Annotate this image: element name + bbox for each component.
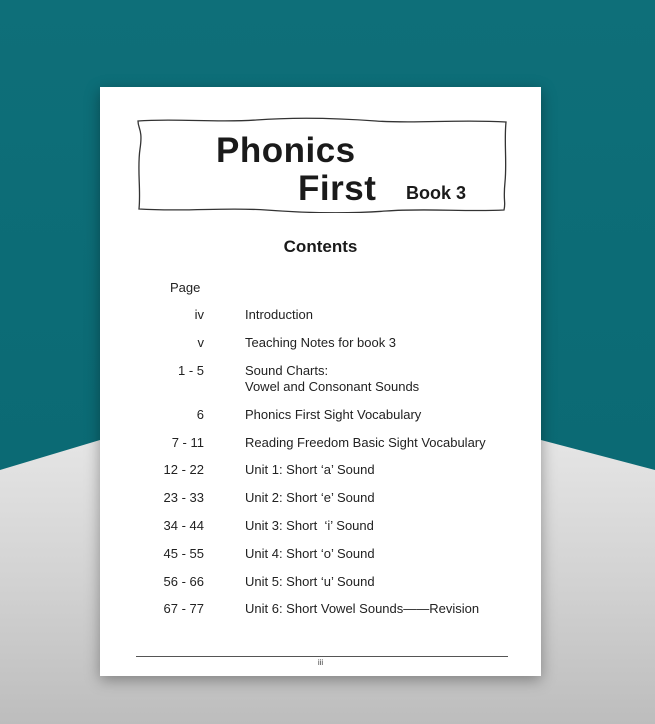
toc-page: 34 - 44 — [163, 518, 204, 533]
page-column-heading: Page — [170, 280, 201, 295]
toc-title: Sound Charts: — [245, 363, 329, 378]
toc-title: Teaching Notes for book 3 — [245, 335, 397, 350]
title-box — [136, 117, 508, 213]
toc-page: 67 - 77 — [163, 601, 204, 616]
title-first: First — [298, 169, 377, 208]
contents-heading: Contents — [283, 237, 358, 256]
toc-title: Unit 6: Short Vowel Sounds——Revision — [245, 601, 480, 616]
toc-page: iv — [194, 307, 204, 322]
book-page — [100, 87, 541, 676]
page-number: iii — [317, 658, 324, 667]
book-number: Book 3 — [406, 183, 467, 203]
toc-subtitle: Vowel and Consonant Sounds — [245, 379, 420, 394]
toc-title: Unit 1: Short ‘a’ Sound — [245, 462, 375, 477]
toc-title: Unit 2: Short ‘e’ Sound — [245, 490, 375, 505]
toc-title: Introduction — [245, 307, 313, 322]
toc-title: Unit 4: Short ‘o’ Sound — [245, 546, 375, 561]
toc-title: Phonics First Sight Vocabulary — [245, 407, 422, 422]
footer-rule — [136, 656, 508, 657]
toc-title: Unit 5: Short ‘u’ Sound — [245, 574, 375, 589]
toc-title: Reading Freedom Basic Sight Vocabulary — [245, 435, 486, 450]
toc-page: 45 - 55 — [163, 546, 204, 561]
toc-page: 7 - 11 — [171, 435, 204, 450]
toc-page: 12 - 22 — [163, 462, 204, 477]
toc-title: Unit 3: Short ‘i’ Sound — [245, 518, 374, 533]
toc-page: 6 — [196, 407, 204, 422]
toc-page: 56 - 66 — [163, 574, 204, 589]
toc-page: 1 - 5 — [177, 363, 204, 378]
toc-page: 23 - 33 — [163, 490, 204, 505]
toc-page: v — [197, 335, 204, 350]
title-phonics: Phonics — [216, 131, 356, 170]
toc-title-block — [245, 363, 419, 395]
